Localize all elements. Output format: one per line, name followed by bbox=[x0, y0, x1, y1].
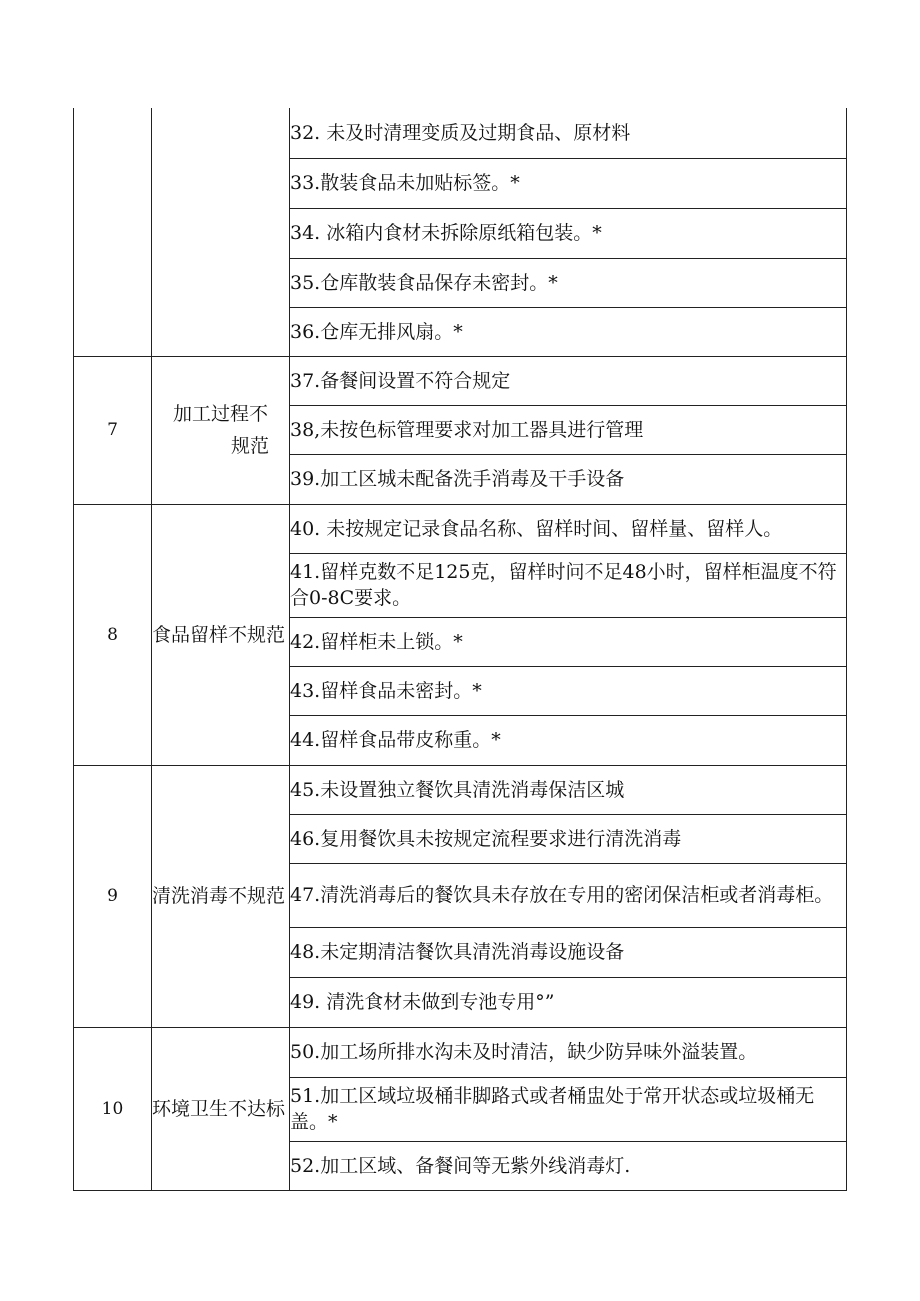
item-cell: 36.仓库无排风扇。* bbox=[290, 307, 847, 356]
table-row bbox=[74, 108, 847, 158]
item-cell: 44.留样食品带皮称重。* bbox=[290, 715, 847, 765]
item-cell: 49. 清洗食材未做到专池专用°” bbox=[290, 977, 847, 1027]
category-line: 规范 bbox=[230, 435, 269, 457]
item-cell: 51.加工区域垃圾桶非脚路式或者桶盅处于常开状态或垃圾桶无盖。* bbox=[290, 1077, 847, 1141]
inspection-table bbox=[73, 108, 847, 1191]
item-cell: 37.备餐间设置不符合规定 bbox=[290, 356, 847, 405]
table-row bbox=[74, 1027, 847, 1077]
item-cell: 52.加工区域、备餐间等无紫外线消毒灯. bbox=[290, 1141, 847, 1190]
item-cell: 50.加工场所排水沟未及时清洁，缺少防异味外溢装置。 bbox=[290, 1027, 847, 1077]
category-cell bbox=[152, 356, 290, 504]
row-number-cell: 10 bbox=[74, 1027, 152, 1190]
item-cell: 38,未按色标管理要求对加工器具进行管理 bbox=[290, 405, 847, 454]
item-cell: 35.仓库散装食品保存未密封。* bbox=[290, 258, 847, 307]
item-cell: 42.留样柜未上锁。* bbox=[290, 617, 847, 666]
category-cell: 食品留样不规范 bbox=[152, 504, 290, 765]
category-cell: 清洗消毒不规范 bbox=[152, 765, 290, 1027]
category-cell bbox=[152, 108, 290, 356]
item-cell: 32. 未及时清理变质及过期食品、原材料 bbox=[290, 108, 847, 158]
item-cell: 46.复用餐饮具未按规定流程要求进行清洗消毒 bbox=[290, 814, 847, 863]
item-cell: 48.未定期清洁餐饮具清洗消毒设施设备 bbox=[290, 927, 847, 977]
item-cell: 39.加工区城未配备洗手消毒及干手设备 bbox=[290, 454, 847, 504]
item-cell: 33.散装食品未加贴标签。* bbox=[290, 158, 847, 208]
category-line: 加工过程不 bbox=[172, 403, 268, 425]
item-cell: 43.留样食品未密封。* bbox=[290, 666, 847, 715]
item-cell: 45.未设置独立餐饮具清洗消毒保洁区城 bbox=[290, 765, 847, 814]
item-cell: 41.留样克数不足125克，留样时问不足48小时，留样柜温度不符合0-8C要求。 bbox=[290, 553, 847, 617]
row-number-cell: 7 bbox=[74, 356, 152, 504]
row-number-cell bbox=[74, 108, 152, 356]
item-cell: 34. 冰箱内食材未拆除原纸箱包装。* bbox=[290, 208, 847, 258]
table-row bbox=[74, 356, 847, 405]
table-row bbox=[74, 504, 847, 553]
item-cell: 40. 未按规定记录食品名称、留样时间、留样量、留样人。 bbox=[290, 504, 847, 553]
row-number-cell: 9 bbox=[74, 765, 152, 1027]
table-row bbox=[74, 765, 847, 814]
category-cell: 环境卫生不达标 bbox=[152, 1027, 290, 1190]
item-cell: 47.清洗消毒后的餐饮具未存放在专用的密闭保洁柜或者消毒柜。 bbox=[290, 863, 847, 927]
row-number-cell: 8 bbox=[74, 504, 152, 765]
